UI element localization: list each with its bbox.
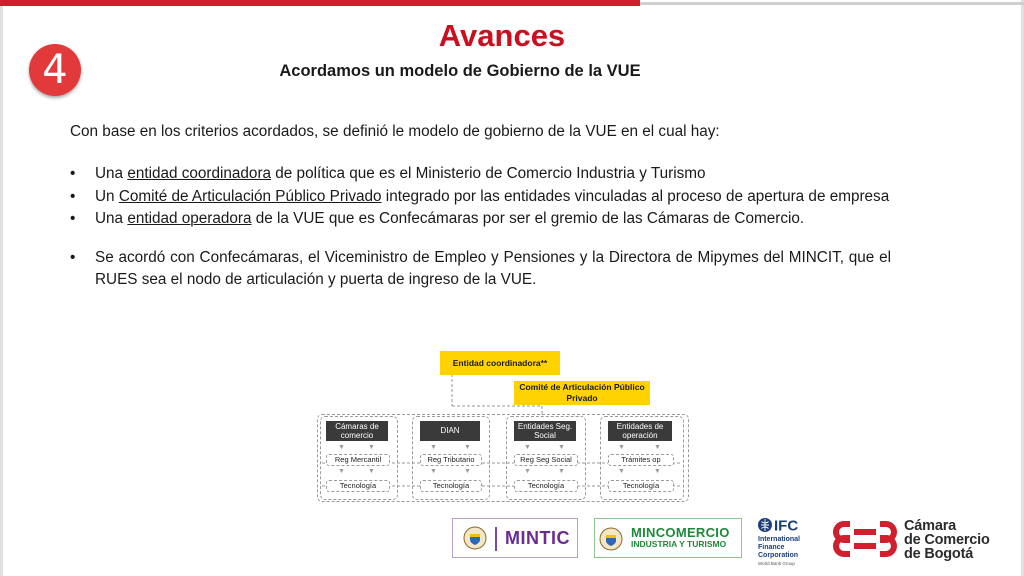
frame-left-border — [0, 0, 3, 576]
entity-header: Entidades de operación — [608, 421, 672, 441]
bullet-marker: • — [70, 210, 76, 227]
ifc-name-line: Finance — [758, 544, 785, 551]
bullet-item: • Una entidad coordinadora de política que es el Ministerio de Comercio Industria y Turismo — [70, 163, 891, 186]
technology-row: Tecnología — [514, 480, 578, 492]
arrow-down-icon: ▼ — [558, 444, 565, 451]
intro-paragraph: Con base en los criterios acordados, se definió le modelo de gobierno de la VUE en el cual hay: — [70, 123, 720, 140]
camara-comercio-bogota-logo — [832, 516, 1012, 562]
committee-box: Comité de Articulación Público Privado — [514, 381, 650, 405]
bullet-highlight: entidad operadora — [127, 210, 252, 227]
bullet-item: • Un Comité de Articulación Público Privado integrado por las entidades vinculadas al proceso de apertura de empresa — [70, 186, 891, 209]
arrow-down-icon: ▼ — [430, 468, 437, 475]
ccb-wordmark-line: de Bogotá — [904, 546, 974, 562]
ccb-wordmark-line: Cámara — [904, 518, 956, 534]
process-row: Reg Mercantil — [326, 454, 390, 466]
ifc-name-line: Corporation — [758, 552, 799, 559]
bullet-marker: • — [70, 248, 76, 266]
entity-header: DIAN — [420, 421, 480, 441]
page-title: Avances — [438, 18, 566, 53]
arrow-down-icon: ▼ — [368, 444, 375, 451]
ccb-mark-icon — [832, 518, 898, 560]
mincomercio-tagline: INDUSTRIA Y TURISMO — [631, 539, 727, 549]
arrow-down-icon: ▼ — [524, 468, 531, 475]
bullet-marker: • — [70, 165, 76, 182]
process-row: Reg Seg Social — [514, 454, 578, 466]
mintic-wordmark: MINTIC — [505, 528, 570, 548]
ccb-wordmark-line: de Comercio — [904, 532, 990, 548]
top-accent-bar — [0, 0, 1024, 6]
bullet-list — [70, 163, 891, 292]
svg-text:IFC: IFC — [774, 517, 799, 533]
arrow-down-icon: ▼ — [618, 444, 625, 451]
top-accent-red — [0, 0, 640, 6]
bullet-highlight: entidad coordinadora — [127, 165, 272, 182]
arrow-down-icon: ▼ — [464, 468, 471, 475]
arrow-down-icon: ▼ — [524, 444, 531, 451]
bullet-item: • Se acordó con Confecámaras, el Viceministro de Empleo y Pensiones y la Directora de Mipymes del MINCIT, que el RUES sea el nodo de articulación y puerta de ingreso de la VUE. — [70, 248, 891, 288]
mincomercio-wordmark: MINCOMERCIO — [631, 525, 730, 540]
process-row: Reg Tributario — [420, 454, 482, 466]
coordinator-box: Entidad coordinadora** — [440, 351, 560, 375]
mincomercio-logo — [594, 518, 742, 558]
arrow-down-icon: ▼ — [558, 468, 565, 475]
governance-diagram — [316, 348, 688, 500]
entity-header: Entidades Seg. Social — [514, 421, 576, 441]
entity-header: Cámaras de comercio — [326, 421, 388, 441]
bullet-marker: • — [70, 187, 76, 205]
ifc-group-line: World Bank Group — [758, 561, 795, 566]
logo-separator — [495, 527, 497, 551]
bullet-highlight: Comité de Articulación Público Privado — [118, 187, 382, 205]
arrow-down-icon: ▼ — [654, 468, 661, 475]
mintic-logo — [452, 518, 578, 558]
bullet-item: • Una entidad operadora de la VUE que es Confecámaras por ser el gremio de las Cámaras de Comercio. — [70, 208, 891, 231]
technology-row: Tecnología — [420, 480, 482, 492]
ifc-mark-icon — [758, 517, 812, 533]
coat-of-arms-icon — [599, 527, 623, 551]
arrow-down-icon: ▼ — [368, 468, 375, 475]
ifc-name-line: International — [758, 536, 801, 543]
section-number-badge: 4 — [29, 44, 81, 96]
arrow-down-icon: ▼ — [618, 468, 625, 475]
technology-row: Tecnología — [608, 480, 674, 492]
top-accent-grey — [640, 2, 1024, 5]
coat-of-arms-icon — [463, 526, 487, 550]
arrow-down-icon: ▼ — [654, 444, 661, 451]
arrow-down-icon: ▼ — [338, 468, 345, 475]
page-subtitle: Acordamos un modelo de Gobierno de la VUE — [279, 62, 641, 80]
arrow-down-icon: ▼ — [338, 444, 345, 451]
arrow-down-icon: ▼ — [464, 444, 471, 451]
ifc-logo — [758, 515, 820, 567]
technology-row: Tecnología — [326, 480, 390, 492]
arrow-down-icon: ▼ — [430, 444, 437, 451]
process-row: Trámites op — [608, 454, 674, 466]
